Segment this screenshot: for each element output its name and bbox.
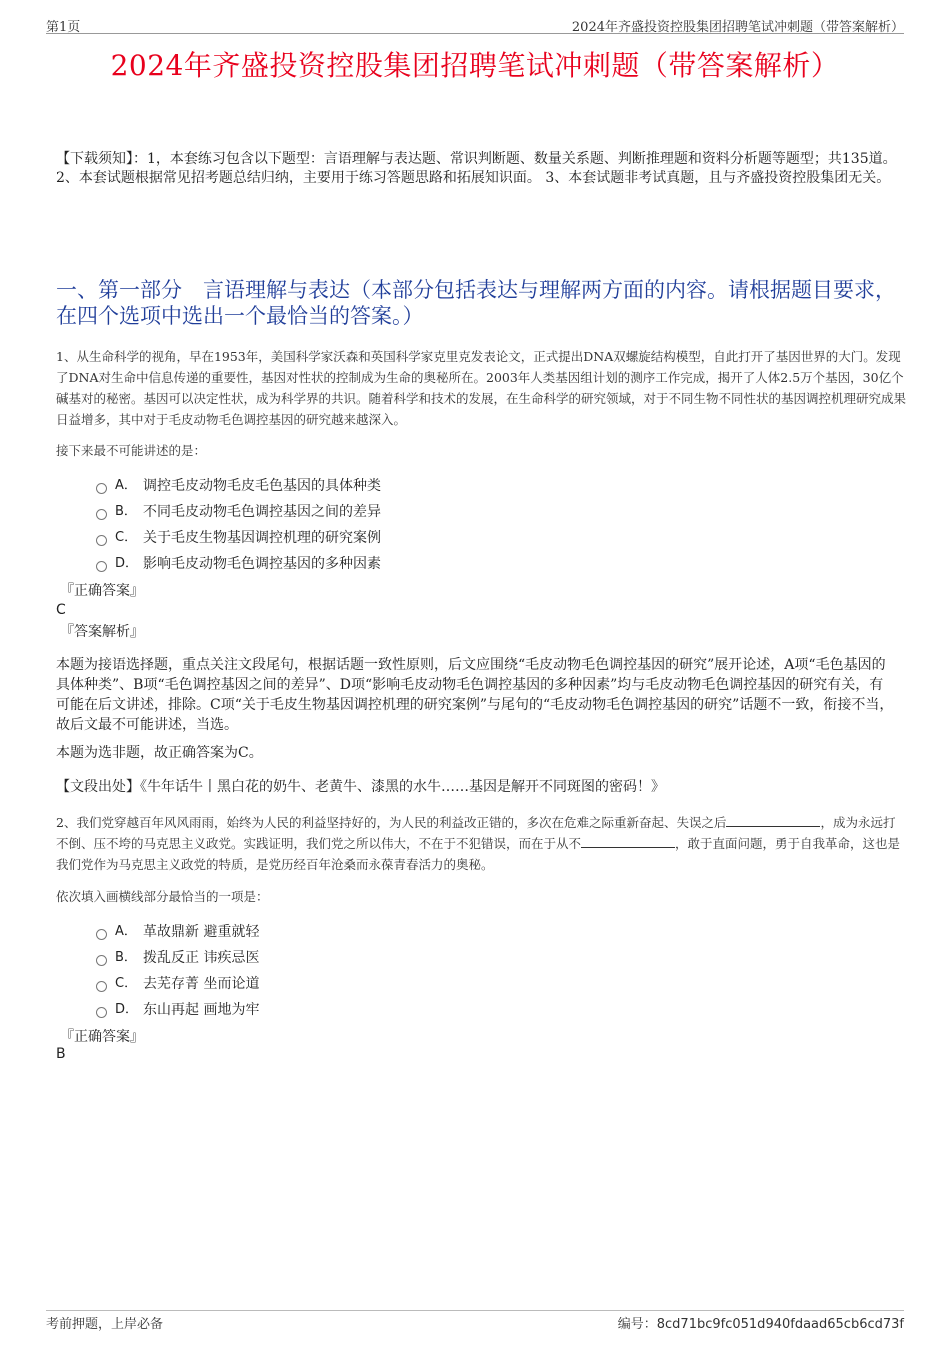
header-divider xyxy=(46,33,904,34)
question-1-option-c[interactable]: C． 关于毛皮生物基因调控机理的研究案例 xyxy=(96,528,381,548)
radio-icon[interactable] xyxy=(96,929,107,940)
question-2-answer-label: 『正确答案』 xyxy=(60,1029,144,1045)
question-1-source: 【文段出处】《牛年话牛丨黑白花的奶牛、老黄牛、漆黑的水牛……基因是解开不同斑图的密码！》 xyxy=(56,779,665,795)
question-1-conclusion: 本题为选非题，故正确答案为C。 xyxy=(56,745,263,761)
radio-icon[interactable] xyxy=(96,1007,107,1018)
question-1-answer-label: 『正确答案』 xyxy=(60,583,144,599)
question-2-answer: B xyxy=(56,1046,66,1062)
question-2-option-a[interactable]: A． 革故鼎新 避重就轻 xyxy=(96,922,259,942)
question-1-passage: 1、从生命科学的视角，早在1953年，美国科学家沃森和英国科学家克里克发表论文，正式提出DNA双螺旋结构模型，自此打开了基因世界的大门。发现了DNA对生命中信息传递的重要性，基因对性状的控制成为生命的奥秘所在。2003年人类基因组计划的测序工作完成，揭开了人体2.5万个基因，30亿个碱基对的秘密。基因可以决定性状，成为科学界的共识。随着科学和技术的发展，在生命科学的研究领域，对于不同生物不同性状的基因调控机理研究成果日益增多，其中对于毛皮动物毛色调控基因的研究越来越深入。 xyxy=(56,349,907,427)
footer-slogan: 考前押题，上岸必备 xyxy=(46,1317,164,1332)
radio-icon[interactable] xyxy=(96,981,107,992)
question-2-option-d[interactable]: D． 东山再起 画地为牢 xyxy=(96,1000,259,1020)
page-title: 2024年齐盛投资控股集团招聘笔试冲刺题（带答案解析） xyxy=(110,49,840,82)
radio-icon[interactable] xyxy=(96,561,107,572)
radio-icon[interactable] xyxy=(96,955,107,966)
question-1-prompt: 接下来最不可能讲述的是： xyxy=(56,443,207,458)
footer-divider xyxy=(46,1310,904,1311)
question-2-prompt: 依次填入画横线部分最恰当的一项是： xyxy=(56,889,269,904)
running-title: 2024年齐盛投资控股集团招聘笔试冲刺题（带答案解析） xyxy=(571,20,904,35)
radio-icon[interactable] xyxy=(96,509,107,520)
page-number: 第1页 xyxy=(46,20,81,35)
download-notice: 【下载须知】：1，本套练习包含以下题型：言语理解与表达题、常识判断题、数量关系题、判断推理题和资料分析题等题型；共135道。 2、本套试题根据常见招考题总结归纳，主要用于练习答题思路和拓展知识面。 3、本套试题非考试真题，且与齐盛投资控股集团无关。 xyxy=(56,151,897,186)
question-1-analysis-label: 『答案解析』 xyxy=(60,624,144,640)
radio-icon[interactable] xyxy=(96,535,107,546)
question-2-option-c[interactable]: C． 去芜存菁 坐而论道 xyxy=(96,974,259,994)
document-code: 编号：8cd71bc9fc051d940fdaad65cb6cd73f xyxy=(617,1317,904,1332)
question-2-option-b[interactable]: B． 拨乱反正 讳疾忌医 xyxy=(96,948,259,968)
question-1-option-a[interactable]: A． 调控毛皮动物毛皮毛色基因的具体种类 xyxy=(96,476,381,496)
fill-blank-2 xyxy=(581,835,675,848)
question-2-passage: 2、我们党穿越百年风风雨雨，始终为人民的利益坚持好的，为人民的利益改正错的，多次在危难之际重新奋起、失误之后 ，成为永远打不倒、压不垮的马克思主义政党。实践证明，我们党之所以伟大，不在于不犯错误，而在于从不 ，敢于直面问题，勇于自我革命，这也是我们党作为马克思主义政党的特质，是党历经百年沧桑而永葆青春活力的奥秘。 xyxy=(56,815,901,872)
question-1-answer: C xyxy=(56,602,66,618)
question-1-option-b[interactable]: B． 不同毛皮动物毛色调控基因之间的差异 xyxy=(96,502,381,522)
question-1-option-d[interactable]: D． 影响毛皮动物毛色调控基因的多种因素 xyxy=(96,554,381,574)
radio-icon[interactable] xyxy=(96,483,107,494)
fill-blank-1 xyxy=(726,814,820,827)
question-1-analysis: 本题为接语选择题，重点关注文段尾句，根据话题一致性原则，后文应围绕“毛皮动物毛色调控基因的研究”展开论述，A项“毛色基因的具体种类”、B项“毛色调控基因之间的差异”、D项“影响毛皮动物毛色调控基因的多种因素”均与毛皮动物毛色调控基因的研究有关，有可能在后文讲述，排除。C项“关于毛皮生物基因调控机理的研究案例”与尾句的“毛皮动物毛色调控基因的研究”话题不一致，衔接不当，故后文最不可能讲述，当选。 xyxy=(56,657,894,733)
section-heading: 一、第一部分 言语理解与表达（本部分包括表达与理解两方面的内容。请根据题目要求，在四个选项中选出一个最恰当的答案。） xyxy=(56,278,896,328)
